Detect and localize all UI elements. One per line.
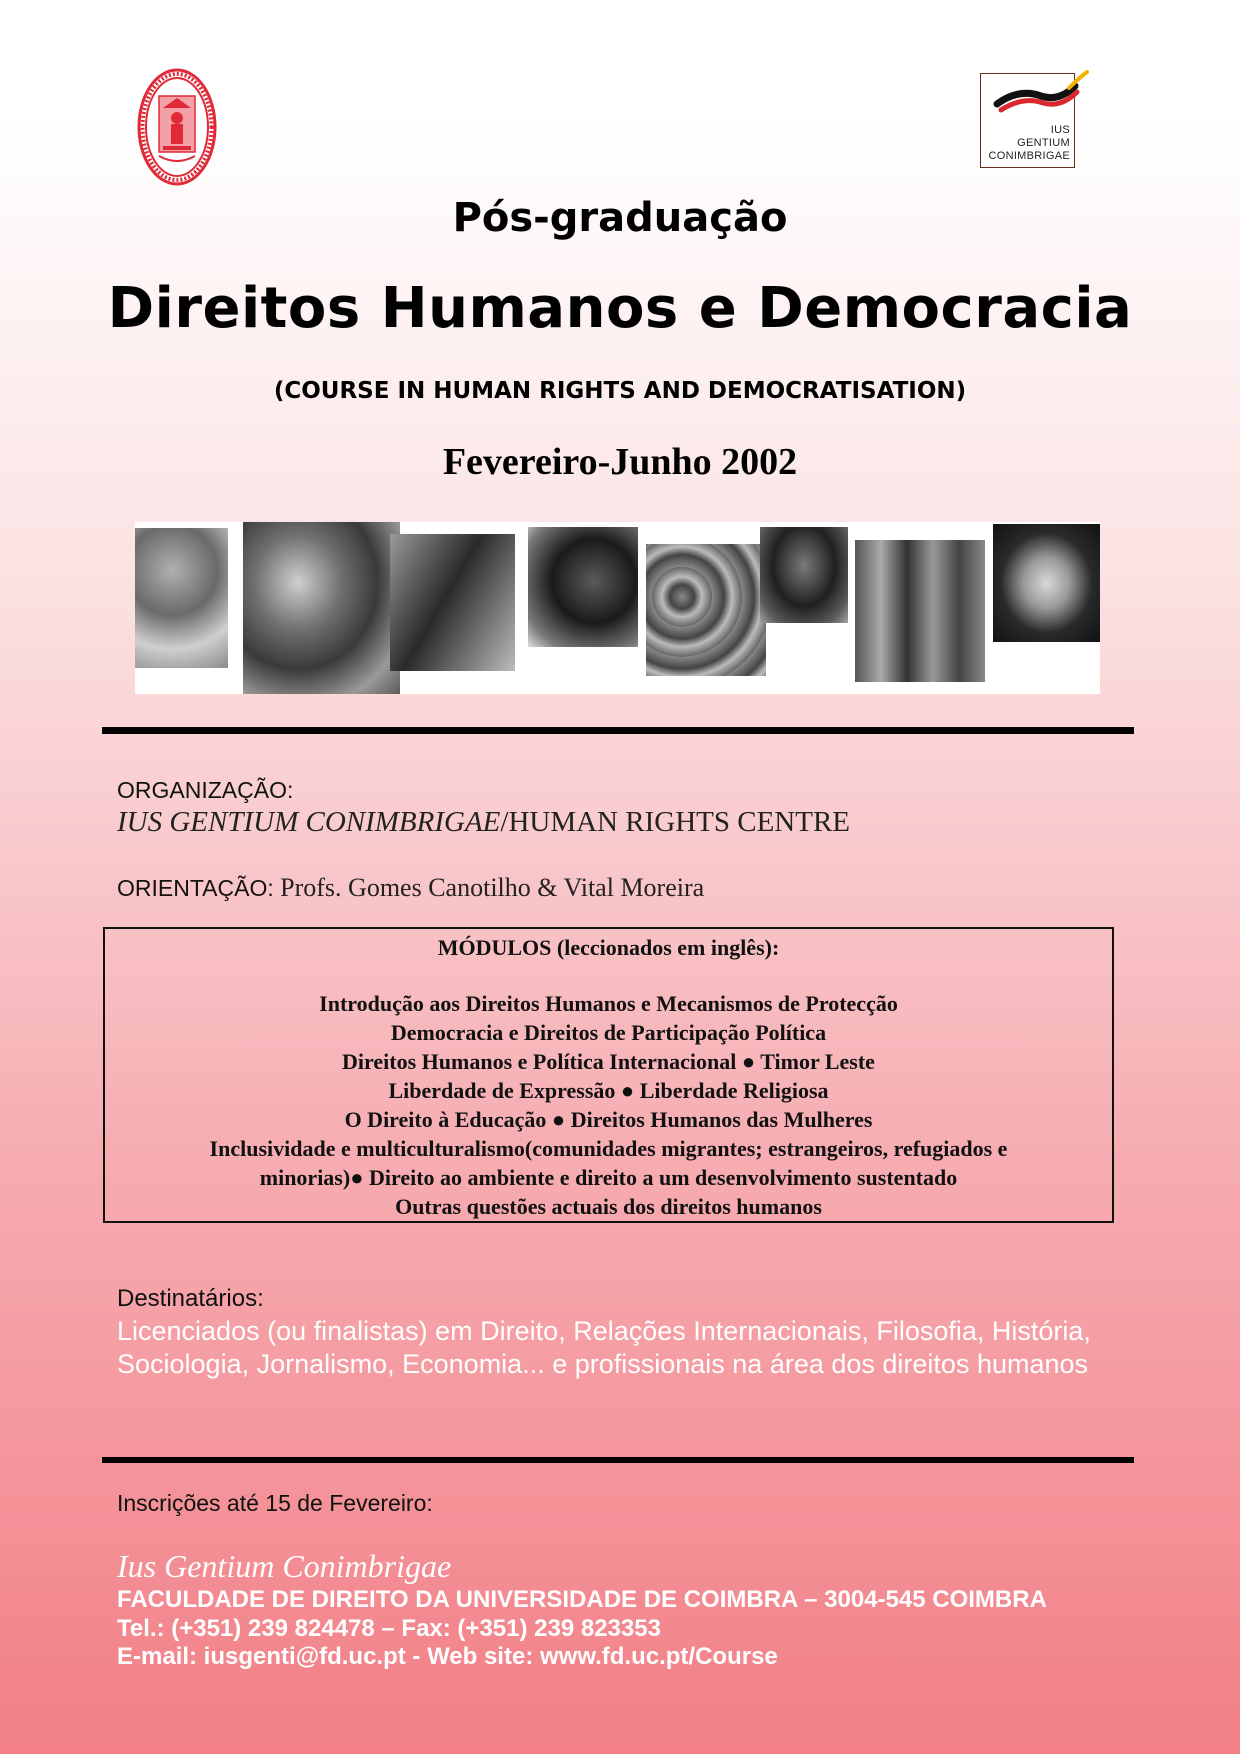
contact-name: Ius Gentium Conimbrigae [117,1548,452,1584]
logo-line: IUS [1050,124,1070,136]
course-dates: Fevereiro-Junho 2002 [442,441,798,483]
pre-title: Pós-graduação [452,195,788,241]
modules-heading: MÓDULOS (leccionados em inglês): [437,935,780,960]
university-seal [137,68,217,186]
photo-man [760,527,848,623]
page-title: Direitos Humanos e Democracia [107,276,1133,341]
orientation [117,873,704,903]
module-item: Outras questões actuais dos direitos humanos [395,1194,822,1219]
photo-boy [243,522,400,694]
registration-deadline: Inscrições até 15 de Fevereiro: [117,1490,433,1516]
photo-officers [855,540,985,682]
photo-children [135,528,228,668]
divider [102,727,1134,734]
ius-gentium-logo [980,73,1075,168]
module-item: Introdução aos Direitos Humanos e Mecanismos de Protecção [319,991,898,1016]
modules-box [103,927,1114,1223]
organization-value [117,806,850,839]
organization-label: ORGANIZAÇÃO: [117,777,294,803]
audience-text: Licenciados (ou finalistas) em Direito, Relações Internacionais, Filosofia, História, Sociologia, Jornalismo, Economia... e profissionais na área dos direitos humanos [117,1316,1091,1379]
logo-line: GENTIUM [1017,137,1070,149]
logo-line: CONIMBRIGAE [988,150,1070,162]
orientation-value: Profs. Gomes Canotilho & Vital Moreira [280,873,705,902]
divider [102,1457,1134,1463]
orientation-label: ORIENTAÇÃO: [117,875,274,901]
logo-text [988,124,1070,163]
organization-name: IUS GENTIUM CONIMBRIGAE [117,806,501,838]
module-item: minorias)● Direito ao ambiente e direito a um desenvolvimento sustentado [259,1165,958,1190]
photo-collage [135,522,1100,694]
module-item: Direitos Humanos e Política Internacional ● Timor Leste [342,1049,875,1074]
photo-face-dark [528,527,638,647]
module-item: Democracia e Direitos de Participação Política [390,1020,827,1045]
contact-email-web: E-mail: iusgenti@fd.uc.pt - Web site: www.fd.uc.pt/Course [117,1643,778,1670]
contact-phone: Tel.: (+351) 239 824478 – Fax: (+351) 239 823353 [117,1615,661,1642]
module-item: Liberdade de Expressão ● Liberdade Religiosa [388,1078,829,1103]
audience-label: Destinatários: [117,1285,264,1312]
module-item: O Direito à Educação ● Direitos Humanos das Mulheres [344,1107,873,1132]
contact-address: FACULDADE DE DIREITO DA UNIVERSIDADE DE COIMBRA – 3004-545 COIMBRA [117,1586,1047,1613]
module-item: Inclusividade e multiculturalismo(comunidades migrantes; estrangeiros, refugiados e [209,1136,1008,1161]
photo-crowd [646,544,766,676]
photo-soldier [390,534,515,671]
subtitle: (COURSE IN HUMAN RIGHTS AND DEMOCRATISATION) [273,378,967,404]
photo-girl [993,524,1100,642]
organization-centre: /HUMAN RIGHTS CENTRE [500,806,851,838]
